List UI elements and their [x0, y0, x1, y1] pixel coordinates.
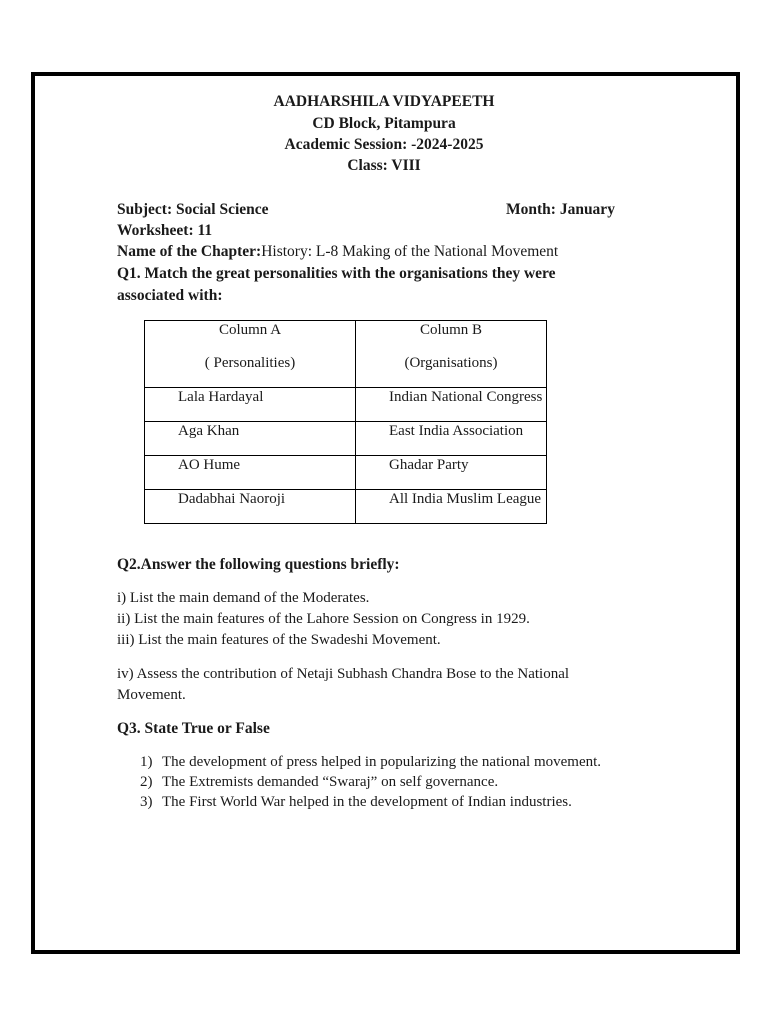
q1-heading: Q1. Match the great personalities with the organisations they were [117, 265, 556, 282]
col-b-title: Column B [419, 322, 483, 338]
q3-item-3: The First World War helped in the development of Indian industries. [162, 794, 572, 810]
col-a-subtitle: ( Personalities) [204, 355, 296, 371]
table-header-row [145, 321, 547, 388]
organisation-cell: East India Association [356, 422, 547, 456]
q2-item-4: iv) Assess the contribution of Netaji Subhash Chandra Bose to the National [117, 666, 570, 682]
organisation-cell: Ghadar Party [356, 456, 547, 490]
personality-cell: Dadabhai Naoroji [145, 490, 356, 524]
q3-item-3-num: 3) [140, 794, 153, 810]
school-address: CD Block, Pitampura [312, 115, 456, 132]
worksheet-label: Worksheet: 11 [117, 222, 213, 239]
q3-item-2: The Extremists demanded “Swaraj” on self governance. [162, 774, 499, 790]
table-row [145, 422, 547, 456]
school-name: AADHARSHILA VIDYAPEETH [273, 93, 495, 110]
chapter-label: Name of the Chapter: [117, 243, 262, 260]
academic-session: Academic Session: -2024-2025 [284, 136, 484, 153]
month-label: Month: January [506, 201, 615, 218]
q2-item-1: i) List the main demand of the Moderates. [117, 590, 370, 606]
subject-label: Subject: Social Science [117, 201, 269, 218]
table-row [145, 490, 547, 524]
col-b-header [356, 321, 547, 388]
personality-cell: Aga Khan [145, 422, 356, 456]
col-b-subtitle: (Organisations) [404, 355, 498, 371]
col-a-header [145, 321, 356, 388]
personality-cell: AO Hume [145, 456, 356, 490]
chapter-line [117, 243, 558, 261]
q3-item-1-num: 1) [140, 754, 153, 770]
q2-item-3: iii) List the main features of the Swadeshi Movement. [117, 632, 441, 648]
chapter-value: History: L-8 Making of the National Movement [261, 243, 559, 260]
q2-item-4-cont: Movement. [117, 687, 186, 703]
q3-item-2-num: 2) [140, 774, 153, 790]
q3-heading: Q3. State True or False [117, 720, 270, 737]
match-table [144, 320, 547, 524]
organisation-cell: Indian National Congress [356, 388, 547, 422]
q2-heading: Q2.Answer the following questions briefly: [117, 556, 400, 573]
q3-item-1: The development of press helped in popularizing the national movement. [162, 754, 602, 770]
q1-heading-cont: associated with: [117, 287, 223, 304]
table-row [145, 388, 547, 422]
col-a-title: Column A [218, 322, 282, 338]
personality-cell: Lala Hardayal [145, 388, 356, 422]
table-row [145, 456, 547, 490]
q2-item-2: ii) List the main features of the Lahore Session on Congress in 1929. [117, 611, 530, 627]
organisation-cell: All India Muslim League [356, 490, 547, 524]
class-label: Class: VIII [347, 157, 421, 174]
